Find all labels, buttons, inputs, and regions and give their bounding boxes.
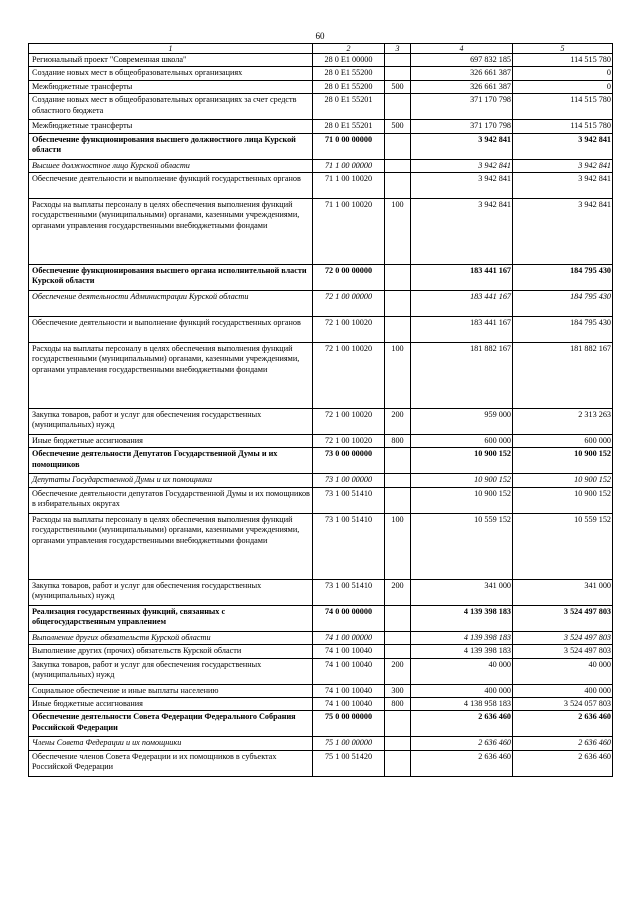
row-expense-type <box>385 265 411 291</box>
row-expense-type: 200 <box>385 579 411 605</box>
table-row <box>29 631 613 644</box>
row-amount-year-1: 326 661 387 <box>411 80 513 93</box>
row-amount-year-2: 600 000 <box>513 435 613 448</box>
table-row <box>29 80 613 93</box>
table-row <box>29 94 613 120</box>
table-row <box>29 173 613 199</box>
row-expense-type <box>385 737 411 750</box>
row-label: Расходы на выплаты персоналу в целях обеспечения выполнения функций государственными (муниципальными) органами, казенными учреждениями, органами управления государственными внебюджетными фондами <box>29 513 313 579</box>
table-row <box>29 199 613 265</box>
row-amount-year-1: 3 942 841 <box>411 199 513 265</box>
row-label: Расходы на выплаты персоналу в целях обеспечения выполнения функций государственными (муниципальными) органами, казенными учреждениями, органами управления государственными внебюджетными фондами <box>29 199 313 265</box>
row-code: 71 1 00 10020 <box>313 173 385 199</box>
row-amount-year-2: 2 636 460 <box>513 737 613 750</box>
row-label: Выполнение других (прочих) обязательств Курской области <box>29 645 313 658</box>
row-label: Обеспечение деятельности Совета Федерации Федерального Собрания Российской Федерации <box>29 711 313 737</box>
row-code: 75 1 00 51420 <box>313 750 385 776</box>
row-expense-type: 200 <box>385 658 411 684</box>
row-expense-type <box>385 291 411 317</box>
row-amount-year-2: 0 <box>513 80 613 93</box>
row-amount-year-1: 10 900 152 <box>411 487 513 513</box>
row-label: Закупка товаров, работ и услуг для обеспечения государственных (муниципальных) нужд <box>29 658 313 684</box>
row-code: 73 0 00 00000 <box>313 448 385 474</box>
row-amount-year-2: 181 882 167 <box>513 343 613 409</box>
row-code: 71 1 00 10020 <box>313 199 385 265</box>
row-amount-year-1: 183 441 167 <box>411 265 513 291</box>
row-label: Обеспечение функционирования высшего должностного лица Курской области <box>29 133 313 159</box>
table-row <box>29 159 613 172</box>
row-label: Межбюджетные трансферты <box>29 120 313 133</box>
table-row <box>29 120 613 133</box>
row-expense-type: 500 <box>385 120 411 133</box>
row-amount-year-1: 371 170 798 <box>411 120 513 133</box>
row-expense-type <box>385 54 411 67</box>
column-header-2: 2 <box>313 44 385 54</box>
row-amount-year-2: 3 942 841 <box>513 173 613 199</box>
row-amount-year-1: 4 139 398 183 <box>411 631 513 644</box>
table-row <box>29 435 613 448</box>
table-row <box>29 67 613 80</box>
row-code: 28 0 E1 55200 <box>313 67 385 80</box>
table-row <box>29 698 613 711</box>
table-row <box>29 645 613 658</box>
row-label: Межбюджетные трансферты <box>29 80 313 93</box>
row-amount-year-1: 183 441 167 <box>411 291 513 317</box>
row-label: Члены Совета Федерации и их помощники <box>29 737 313 750</box>
row-code: 75 1 00 00000 <box>313 737 385 750</box>
row-code: 72 1 00 10020 <box>313 409 385 435</box>
row-expense-type <box>385 317 411 343</box>
column-header-3: 3 <box>385 44 411 54</box>
row-code: 73 1 00 51410 <box>313 513 385 579</box>
row-expense-type <box>385 94 411 120</box>
table-row <box>29 474 613 487</box>
row-label: Обеспечение членов Совета Федерации и их помощников в субъектах Российской Федерации <box>29 750 313 776</box>
budget-table <box>28 43 613 777</box>
row-amount-year-1: 3 942 841 <box>411 133 513 159</box>
row-amount-year-1: 3 942 841 <box>411 159 513 172</box>
row-code: 74 0 00 00000 <box>313 605 385 631</box>
row-expense-type <box>385 474 411 487</box>
row-amount-year-2: 10 900 152 <box>513 487 613 513</box>
row-expense-type: 800 <box>385 698 411 711</box>
column-header-row <box>29 44 613 54</box>
row-label: Создание новых мест в общеобразовательных организациях <box>29 67 313 80</box>
table-row <box>29 133 613 159</box>
row-amount-year-2: 10 900 152 <box>513 448 613 474</box>
row-amount-year-1: 10 559 152 <box>411 513 513 579</box>
row-expense-type <box>385 631 411 644</box>
row-amount-year-1: 10 900 152 <box>411 474 513 487</box>
row-amount-year-1: 4 139 398 183 <box>411 605 513 631</box>
table-row <box>29 291 613 317</box>
row-expense-type <box>385 645 411 658</box>
row-label: Закупка товаров, работ и услуг для обеспечения государственных (муниципальных) нужд <box>29 579 313 605</box>
row-amount-year-1: 181 882 167 <box>411 343 513 409</box>
row-amount-year-1: 400 000 <box>411 684 513 697</box>
row-amount-year-2: 2 313 263 <box>513 409 613 435</box>
row-expense-type <box>385 67 411 80</box>
row-code: 74 1 00 10040 <box>313 698 385 711</box>
row-label: Закупка товаров, работ и услуг для обеспечения государственных (муниципальных) нужд <box>29 409 313 435</box>
row-label: Иные бюджетные ассигнования <box>29 435 313 448</box>
row-amount-year-1: 183 441 167 <box>411 317 513 343</box>
row-amount-year-2: 3 524 497 803 <box>513 605 613 631</box>
row-amount-year-2: 114 515 780 <box>513 120 613 133</box>
row-code: 74 1 00 10040 <box>313 684 385 697</box>
row-expense-type <box>385 173 411 199</box>
row-label: Обеспечение деятельности Администрации Курской области <box>29 291 313 317</box>
row-amount-year-2: 114 515 780 <box>513 54 613 67</box>
row-expense-type <box>385 750 411 776</box>
row-code: 75 0 00 00000 <box>313 711 385 737</box>
table-row <box>29 448 613 474</box>
row-expense-type <box>385 133 411 159</box>
row-amount-year-2: 3 942 841 <box>513 199 613 265</box>
row-amount-year-2: 3 942 841 <box>513 133 613 159</box>
row-code: 72 1 00 10020 <box>313 435 385 448</box>
row-label: Реализация государственных функций, связанных с общегосударственным управлением <box>29 605 313 631</box>
row-code: 71 1 00 00000 <box>313 159 385 172</box>
row-code: 72 1 00 10020 <box>313 317 385 343</box>
row-amount-year-2: 184 795 430 <box>513 265 613 291</box>
row-expense-type: 500 <box>385 80 411 93</box>
row-label: Обеспечение функционирования высшего органа исполнительной власти Курской области <box>29 265 313 291</box>
table-row <box>29 737 613 750</box>
row-amount-year-2: 2 636 460 <box>513 750 613 776</box>
row-expense-type: 100 <box>385 513 411 579</box>
row-label: Иные бюджетные ассигнования <box>29 698 313 711</box>
row-code: 71 0 00 00000 <box>313 133 385 159</box>
row-amount-year-2: 114 515 780 <box>513 94 613 120</box>
row-code: 73 1 00 00000 <box>313 474 385 487</box>
table-row <box>29 579 613 605</box>
table-row <box>29 317 613 343</box>
row-amount-year-1: 326 661 387 <box>411 67 513 80</box>
row-label: Обеспечение деятельности Депутатов Государственной Думы и их помощников <box>29 448 313 474</box>
table-row <box>29 684 613 697</box>
row-amount-year-1: 40 000 <box>411 658 513 684</box>
row-amount-year-2: 184 795 430 <box>513 291 613 317</box>
row-label: Обеспечение деятельности и выполнение функций государственных органов <box>29 173 313 199</box>
row-amount-year-1: 600 000 <box>411 435 513 448</box>
column-header-4: 4 <box>411 44 513 54</box>
row-amount-year-1: 4 139 398 183 <box>411 645 513 658</box>
row-label: Социальное обеспечение и иные выплаты населению <box>29 684 313 697</box>
table-row <box>29 658 613 684</box>
row-code: 74 1 00 00000 <box>313 631 385 644</box>
row-expense-type: 300 <box>385 684 411 697</box>
table-row <box>29 54 613 67</box>
table-row <box>29 605 613 631</box>
row-label: Депутаты Государственной Думы и их помощники <box>29 474 313 487</box>
row-amount-year-1: 2 636 460 <box>411 711 513 737</box>
row-code: 72 1 00 10020 <box>313 343 385 409</box>
row-code: 74 1 00 10040 <box>313 645 385 658</box>
table-row <box>29 513 613 579</box>
row-amount-year-2: 184 795 430 <box>513 317 613 343</box>
row-code: 74 1 00 10040 <box>313 658 385 684</box>
row-amount-year-2: 10 900 152 <box>513 474 613 487</box>
row-amount-year-2: 2 636 460 <box>513 711 613 737</box>
row-label: Обеспечение деятельности и выполнение функций государственных органов <box>29 317 313 343</box>
table-row <box>29 343 613 409</box>
row-label: Создание новых мест в общеобразовательных организациях за счет средств областного бюджета <box>29 94 313 120</box>
row-expense-type: 100 <box>385 343 411 409</box>
row-label: Региональный проект "Современная школа" <box>29 54 313 67</box>
row-expense-type: 200 <box>385 409 411 435</box>
row-amount-year-1: 2 636 460 <box>411 750 513 776</box>
row-amount-year-2: 3 524 497 803 <box>513 645 613 658</box>
row-code: 72 0 00 00000 <box>313 265 385 291</box>
column-header-5: 5 <box>513 44 613 54</box>
row-label: Выполнение других обязательств Курской области <box>29 631 313 644</box>
row-amount-year-2: 341 000 <box>513 579 613 605</box>
row-amount-year-1: 2 636 460 <box>411 737 513 750</box>
row-amount-year-1: 697 832 185 <box>411 54 513 67</box>
row-expense-type: 800 <box>385 435 411 448</box>
row-expense-type <box>385 448 411 474</box>
page-number: 60 <box>315 31 325 41</box>
row-amount-year-1: 4 138 958 183 <box>411 698 513 711</box>
table-row <box>29 487 613 513</box>
row-amount-year-1: 10 900 152 <box>411 448 513 474</box>
row-amount-year-1: 341 000 <box>411 579 513 605</box>
table-row <box>29 265 613 291</box>
row-expense-type: 100 <box>385 199 411 265</box>
row-expense-type <box>385 159 411 172</box>
row-code: 28 0 E1 00000 <box>313 54 385 67</box>
row-code: 28 0 E1 55200 <box>313 80 385 93</box>
row-amount-year-1: 3 942 841 <box>411 173 513 199</box>
table-row <box>29 750 613 776</box>
column-header-1: 1 <box>29 44 313 54</box>
row-code: 73 1 00 51410 <box>313 579 385 605</box>
row-expense-type <box>385 711 411 737</box>
row-code: 28 0 E1 55201 <box>313 120 385 133</box>
row-amount-year-1: 371 170 798 <box>411 94 513 120</box>
row-amount-year-2: 0 <box>513 67 613 80</box>
row-label: Высшее должностное лицо Курской области <box>29 159 313 172</box>
table-row <box>29 711 613 737</box>
row-amount-year-2: 3 524 057 803 <box>513 698 613 711</box>
row-code: 72 1 00 00000 <box>313 291 385 317</box>
row-label: Обеспечение деятельности депутатов Государственной Думы и их помощников в избирательных округах <box>29 487 313 513</box>
row-amount-year-1: 959 000 <box>411 409 513 435</box>
table-row <box>29 409 613 435</box>
row-amount-year-2: 3 942 841 <box>513 159 613 172</box>
row-expense-type <box>385 605 411 631</box>
row-amount-year-2: 40 000 <box>513 658 613 684</box>
row-expense-type <box>385 487 411 513</box>
row-amount-year-2: 3 524 497 803 <box>513 631 613 644</box>
row-amount-year-2: 400 000 <box>513 684 613 697</box>
row-code: 28 0 E1 55201 <box>313 94 385 120</box>
row-label: Расходы на выплаты персоналу в целях обеспечения выполнения функций государственными (муниципальными) органами, казенными учреждениями, органами управления государственными внебюджетными фондами <box>29 343 313 409</box>
row-amount-year-2: 10 559 152 <box>513 513 613 579</box>
row-code: 73 1 00 51410 <box>313 487 385 513</box>
